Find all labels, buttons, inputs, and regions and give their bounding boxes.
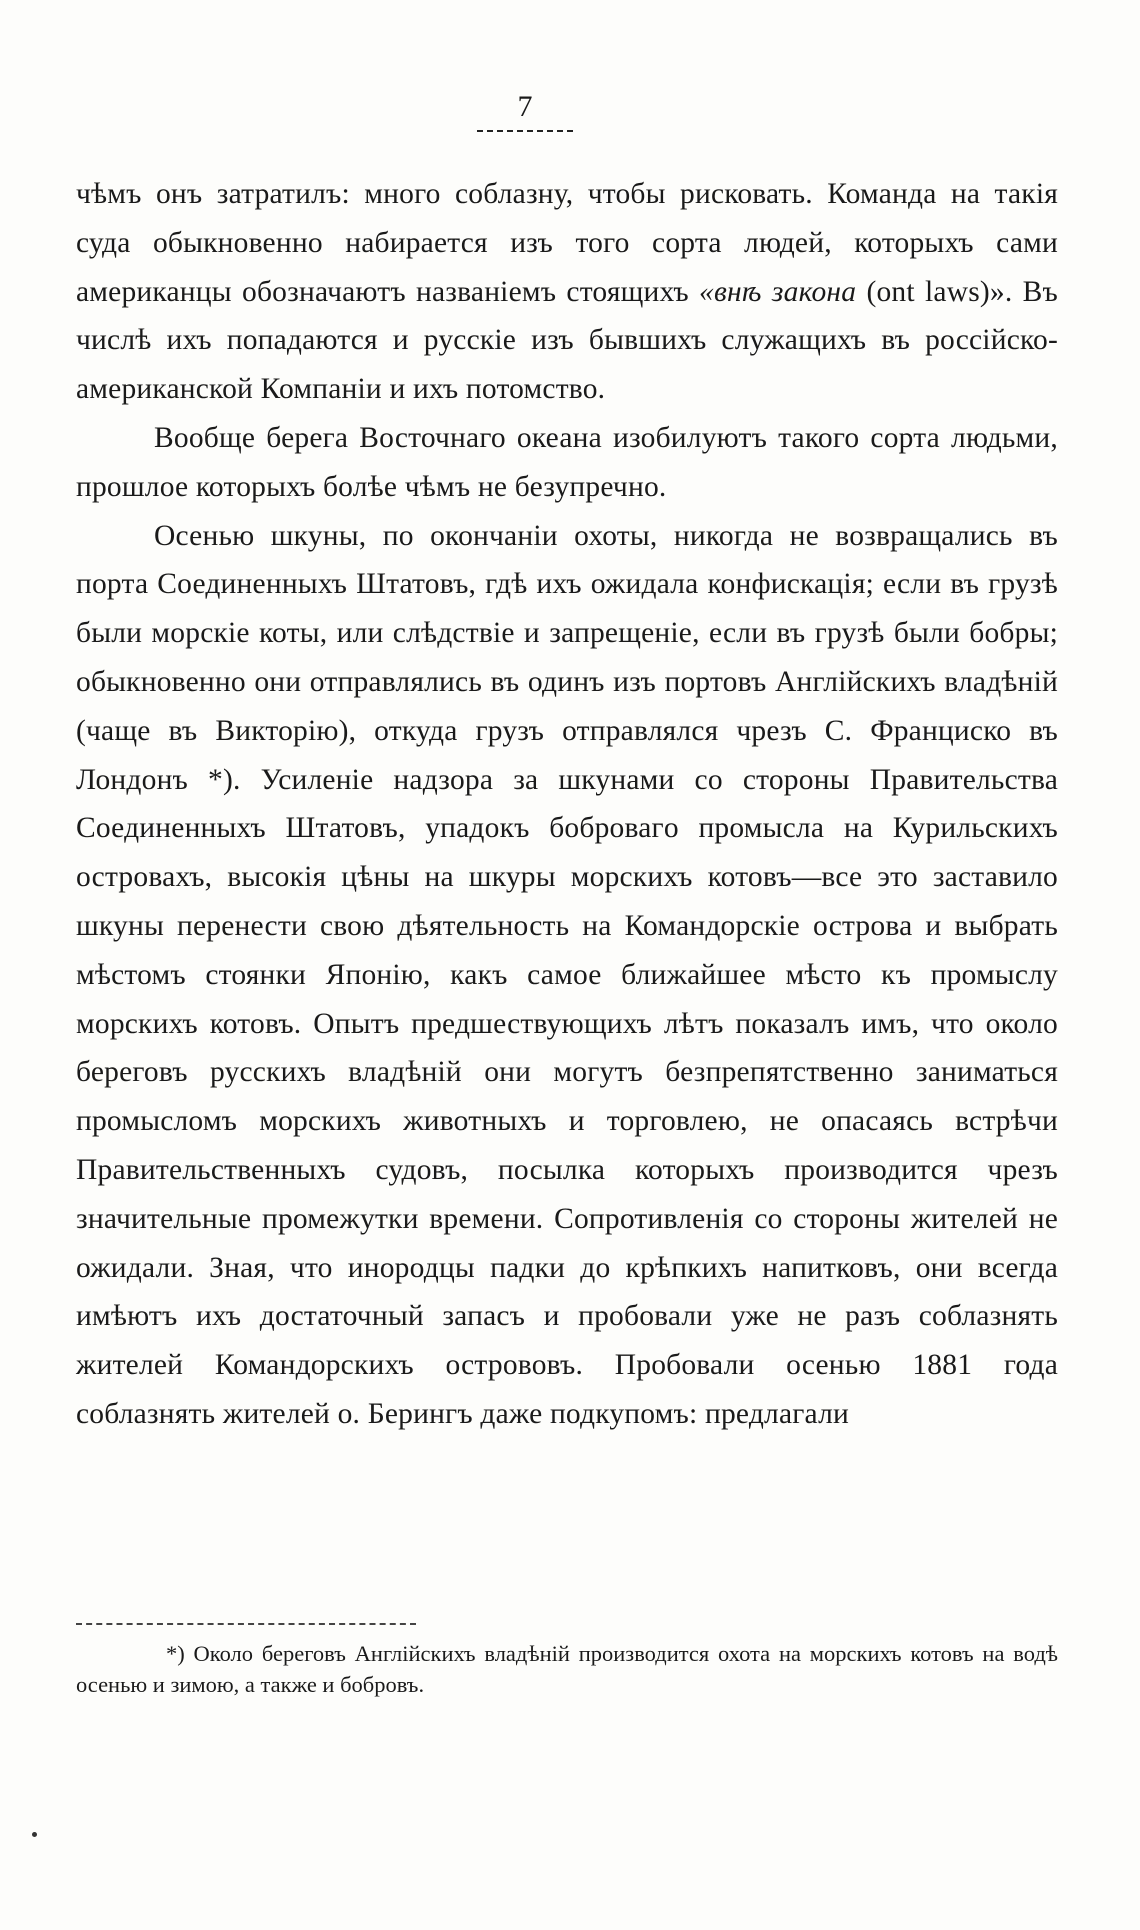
body-text — [76, 170, 1058, 1439]
page-number: 7 — [517, 90, 533, 123]
page-number-rule — [477, 130, 573, 132]
paragraph-1-text-start: чѣмъ онъ затратилъ: много соблазну, чтобы рисковать. Команда на такія суда обыкновенно набирается изъ того сорта людей, которыхъ сами американцы обозначаютъ названіемъ стоящихъ — [76, 178, 1058, 308]
page-header — [470, 92, 580, 132]
paragraph-2: Вообще берега Восточнаго океана изобилуютъ такого сорта людьми, прошлое которыхъ болѣе чѣмъ не безупречно. — [76, 421, 1058, 503]
scan-speck — [32, 1832, 37, 1837]
paragraph-1-italic-phrase: «внѣ закона — [699, 275, 857, 308]
paragraph-3: Осенью шкуны, по окончаніи охоты, никогда не возвращались въ порта Соединенныхъ Штатовъ, гдѣ ихъ ожидала конфискація; если въ грузѣ были морскіе коты, или слѣдствіе и запрещеніе, если въ грузѣ были бобры; обыкновенно они отправлялись въ одинъ изъ портовъ Англійскихъ владѣній (чаще въ Викторію), откуда грузъ отправлялся чрезъ С. Франциско въ Лондонъ *). Усиленіе надзора за шкунами со стороны Правительства Соединенныхъ Штатовъ, упадокъ бобровагo промысла на Курильскихъ островахъ, высокія цѣны на шкуры морскихъ котовъ—все это заставило шкуны перенести свою дѣятельность на Командорскіе острова и выбрать мѣстомъ стоянки Японію, какъ самое ближайшее мѣсто къ промыслу морскихъ котовъ. Опытъ предшествующихъ лѣтъ показалъ имъ, что около береговъ русскихъ владѣній они могутъ безпрепятственно заниматься промысломъ морскихъ животныхъ и торговлею, не опасаясь встрѣчи Правительственныхъ судовъ, посылка которыхъ производится чрезъ значительные промежутки времени. Сопротивленія со стороны жителей не ожидали. Зная, что инородцы падки до крѣпкихъ напитковъ, они всегда имѣютъ ихъ достаточный запасъ и пробовали уже не разъ соблазнять жителей Командорскихъ острововъ. Пробовали осенью 1881 года соблазнять жителей о. Берингъ даже подкупомъ: предлагали — [76, 519, 1058, 1430]
paragraph-1-text-end: (ont laws)». Въ числѣ ихъ попадаются и русскіе изъ бывшихъ служащихъ въ россійско-американской Компаніи и ихъ потомство. — [76, 275, 1058, 406]
paragraph-1 — [76, 170, 1058, 414]
footnote: *) Около береговъ Англійскихъ владѣній производится охота на морскихъ котовъ на водѣ осенью и зимою, а также и бобровъ. — [76, 1641, 1058, 1697]
footnote-separator — [76, 1623, 416, 1625]
